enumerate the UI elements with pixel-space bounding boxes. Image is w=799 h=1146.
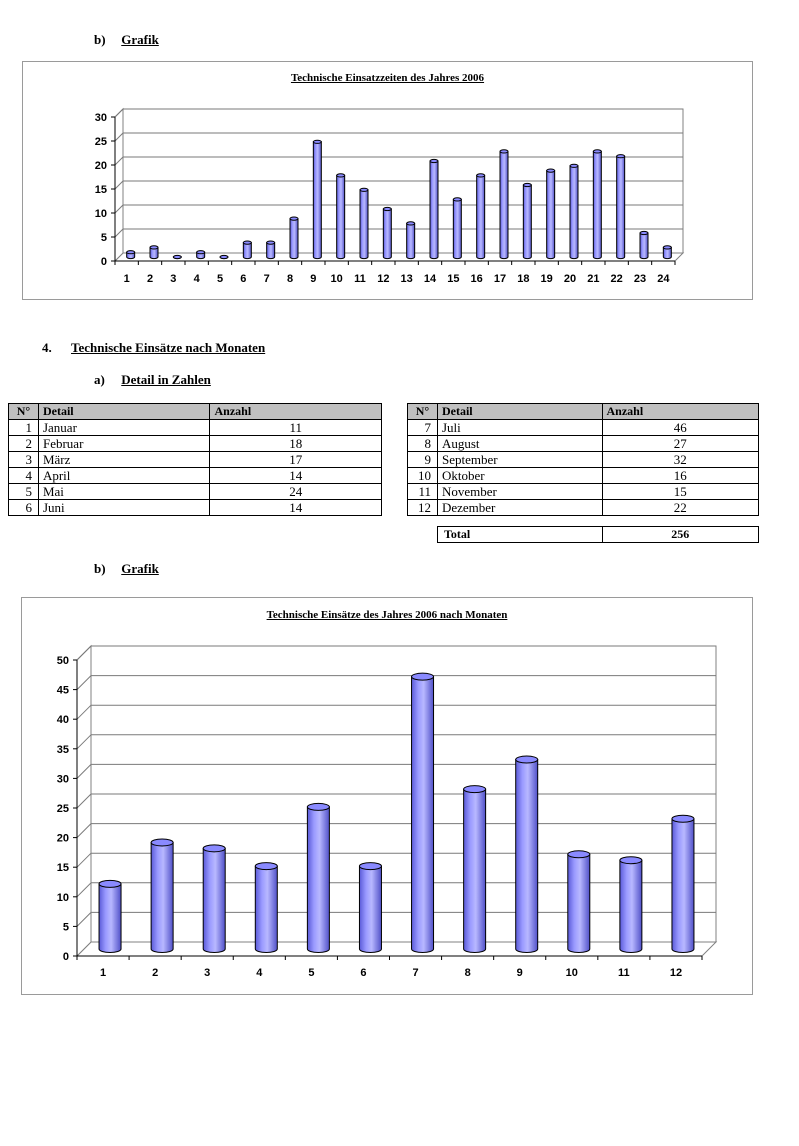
row-number: 2 <box>9 436 39 452</box>
bar-top <box>430 159 438 162</box>
table-row <box>9 468 382 484</box>
row-detail: Juli <box>437 420 602 436</box>
x-tick-label: 24 <box>657 273 670 285</box>
bar <box>203 845 225 953</box>
bar-top <box>255 863 277 870</box>
chart-1-title: Technische Einsatzzeiten des Jahres 2006 <box>290 72 485 84</box>
x-tick-label: 2 <box>146 273 154 285</box>
bar-body <box>516 760 538 953</box>
row-count: 32 <box>602 452 759 468</box>
table-row <box>9 452 382 468</box>
section-4-heading <box>42 340 265 356</box>
row-number: 7 <box>408 420 438 436</box>
x-tick-label: 1 <box>99 967 107 979</box>
bar-body <box>593 151 601 258</box>
bar-top <box>568 851 590 858</box>
bar <box>453 198 461 259</box>
table-row <box>408 436 759 452</box>
bar <box>307 803 329 952</box>
x-tick-label: 4 <box>256 967 263 979</box>
row-count: 15 <box>602 484 759 500</box>
y-tick-label: 30 <box>94 112 107 124</box>
x-tick-label: 5 <box>308 967 315 979</box>
row-number: 6 <box>9 500 39 516</box>
row-detail: Februar <box>38 436 210 452</box>
bar <box>290 217 298 259</box>
x-tick-label: 15 <box>447 273 460 285</box>
x-tick-label: 8 <box>464 967 471 979</box>
header-number: N° <box>408 404 438 420</box>
bar <box>464 786 486 953</box>
bar-top <box>464 786 486 793</box>
section-title: Technische Einsätze nach Monaten <box>71 340 266 355</box>
row-number: 5 <box>9 484 39 500</box>
bar-top <box>203 845 225 852</box>
section-a-heading <box>94 372 211 388</box>
section-number: 4. <box>42 340 52 355</box>
bar <box>570 164 578 258</box>
row-detail: September <box>437 452 602 468</box>
total-table <box>437 526 759 543</box>
x-tick-label: 8 <box>286 273 294 285</box>
y-tick-label: 25 <box>56 803 69 815</box>
section-b-grafik-heading-1 <box>94 32 159 48</box>
bar <box>516 756 538 952</box>
y-tick-label: 40 <box>56 714 69 727</box>
bar-body <box>99 884 121 953</box>
x-tick-label: 11 <box>354 273 366 285</box>
x-tick-label: 20 <box>563 273 577 285</box>
bar <box>500 150 508 259</box>
row-detail: Juni <box>38 500 210 516</box>
bar-top <box>151 839 173 846</box>
row-count: 17 <box>210 452 382 468</box>
x-tick-label: 5 <box>216 273 224 285</box>
bar <box>313 140 321 258</box>
bar-top <box>523 183 531 186</box>
chart-2-title: Technische Einsätze des Jahres 2006 nach Monaten <box>266 609 508 621</box>
row-detail: April <box>38 468 210 484</box>
total-row <box>438 527 759 543</box>
x-tick-label: 18 <box>517 273 530 285</box>
row-count: 22 <box>602 500 759 516</box>
bar-top <box>197 251 205 254</box>
bar-top <box>620 857 642 864</box>
x-tick-label: 12 <box>377 273 390 285</box>
bar-body <box>290 219 298 259</box>
bar-top <box>640 231 648 234</box>
bar-top <box>150 246 158 249</box>
header-detail: Detail <box>437 404 602 420</box>
y-tick-label: 25 <box>94 136 107 148</box>
row-count: 14 <box>210 468 382 484</box>
bar <box>127 251 135 259</box>
bar-body <box>313 142 321 259</box>
bar-body <box>523 185 531 259</box>
bar-body <box>307 807 329 953</box>
bar-top <box>127 251 135 254</box>
bar-body <box>500 151 508 258</box>
bar <box>267 241 275 259</box>
bar <box>593 150 601 259</box>
row-number: 9 <box>408 452 438 468</box>
header-number: N° <box>9 404 39 420</box>
bar-top <box>360 188 368 191</box>
row-detail: Dezember <box>437 500 602 516</box>
table-row <box>408 484 759 500</box>
bar <box>568 851 590 953</box>
bar-body <box>360 190 368 259</box>
bar-body <box>243 243 251 259</box>
bar-body <box>570 166 578 259</box>
bar <box>430 159 438 258</box>
x-tick-label: 6 <box>360 967 367 979</box>
bar-top <box>570 164 578 167</box>
x-tick-label: 17 <box>493 273 507 285</box>
bar <box>359 863 381 953</box>
bar-body <box>267 243 275 259</box>
x-tick-label: 23 <box>633 273 647 285</box>
bar-top <box>337 174 345 177</box>
x-tick-label: 7 <box>263 273 270 285</box>
months-table-left <box>8 403 382 516</box>
row-number: 1 <box>9 420 39 436</box>
bar-body <box>477 175 485 258</box>
months-table-right <box>407 403 759 516</box>
bar-body <box>383 209 391 259</box>
bar-top <box>359 863 381 870</box>
bar-top <box>593 150 601 153</box>
header-detail: Detail <box>38 404 210 420</box>
x-tick-label: 7 <box>412 967 419 979</box>
bar-body <box>568 854 590 952</box>
bar-top <box>267 241 275 244</box>
x-tick-label: 21 <box>587 273 600 285</box>
table-row <box>408 452 759 468</box>
bar <box>337 174 345 259</box>
row-count: 27 <box>602 436 759 452</box>
y-tick-label: 5 <box>100 232 107 244</box>
bar-body <box>453 199 461 258</box>
row-detail: März <box>38 452 210 468</box>
row-count: 11 <box>210 420 382 436</box>
y-tick-label: 20 <box>56 832 69 845</box>
row-detail: Oktober <box>437 468 602 484</box>
x-tick-label: 3 <box>170 273 177 285</box>
bar <box>99 880 121 952</box>
table-row <box>408 468 759 484</box>
bar <box>547 169 555 259</box>
bar <box>255 863 277 953</box>
table-row <box>408 500 759 516</box>
y-tick-label: 10 <box>94 208 107 220</box>
x-tick-label: 14 <box>423 273 437 285</box>
bar <box>620 857 642 953</box>
bar <box>407 222 415 259</box>
bar-top <box>547 169 555 172</box>
bar-body <box>151 842 173 952</box>
bar-top <box>290 217 298 220</box>
bar-top <box>453 198 461 201</box>
row-number: 4 <box>9 468 39 484</box>
section-b-grafik-heading-2 <box>94 561 159 577</box>
y-tick-label: 0 <box>62 951 69 963</box>
total-label: Total <box>438 527 603 543</box>
table-row <box>9 500 382 516</box>
bar <box>173 255 181 258</box>
x-tick-label: 9 <box>310 273 317 285</box>
y-tick-label: 30 <box>56 773 69 786</box>
bar-body <box>617 156 625 258</box>
chart-1-frame <box>22 61 753 300</box>
bar-top <box>173 255 181 258</box>
header-count: Anzahl <box>210 404 382 420</box>
x-tick-label: 13 <box>400 273 413 285</box>
total-value: 256 <box>602 527 759 543</box>
section-title: Grafik <box>121 561 159 576</box>
bar <box>150 246 158 259</box>
row-number: 10 <box>408 468 438 484</box>
bar-top <box>500 150 508 153</box>
row-detail: Mai <box>38 484 210 500</box>
x-tick-label: 11 <box>618 967 630 979</box>
row-count: 18 <box>210 436 382 452</box>
bar-body <box>412 677 434 953</box>
row-count: 24 <box>210 484 382 500</box>
row-number: 3 <box>9 452 39 468</box>
table-row <box>9 484 382 500</box>
x-tick-label: 22 <box>610 273 623 285</box>
y-tick-label: 35 <box>56 743 69 756</box>
chart-2-frame <box>21 597 753 995</box>
bar <box>151 839 173 953</box>
x-tick-label: 3 <box>204 967 211 979</box>
bar-body <box>407 223 415 258</box>
y-tick-label: 15 <box>56 862 69 875</box>
bar-top <box>516 756 538 763</box>
bar-body <box>359 866 381 952</box>
bar-body <box>203 848 225 952</box>
bar <box>672 815 694 952</box>
row-detail: November <box>437 484 602 500</box>
x-tick-label: 16 <box>470 273 483 285</box>
bar-top <box>307 803 329 810</box>
bar-top <box>672 815 694 822</box>
bar-top <box>412 673 434 680</box>
y-tick-label: 15 <box>94 184 107 196</box>
x-tick-label: 1 <box>123 273 130 285</box>
bar <box>383 207 391 258</box>
bar <box>663 246 671 259</box>
x-tick-label: 4 <box>193 273 200 285</box>
header-count: Anzahl <box>602 404 759 420</box>
y-tick-label: 10 <box>56 891 69 904</box>
bar-body <box>620 860 642 952</box>
row-count: 46 <box>602 420 759 436</box>
bar <box>197 251 205 259</box>
table-header-row <box>408 404 759 420</box>
chart-1-plot <box>23 62 752 299</box>
bar <box>617 155 625 259</box>
x-tick-label: 6 <box>240 273 247 285</box>
table-row <box>9 420 382 436</box>
bar-top <box>220 255 228 258</box>
section-title: Detail in Zahlen <box>121 372 211 387</box>
bar-top <box>99 880 121 887</box>
table-row <box>408 420 759 436</box>
bar-body <box>547 171 555 259</box>
y-tick-label: 45 <box>56 684 69 697</box>
bar-top <box>663 246 671 249</box>
section-number: b) <box>94 561 106 576</box>
section-title: Grafik <box>121 32 159 47</box>
bar-body <box>464 789 486 952</box>
chart-2-plot <box>22 598 752 994</box>
bar <box>243 241 251 259</box>
bar-top <box>477 174 485 177</box>
bar-top <box>243 241 251 244</box>
bar-top <box>383 207 391 210</box>
bar-top <box>313 140 321 143</box>
x-tick-label: 2 <box>152 967 159 979</box>
bar-body <box>430 161 438 259</box>
row-detail: August <box>437 436 602 452</box>
x-tick-label: 10 <box>330 273 343 285</box>
bar-body <box>640 233 648 259</box>
bar <box>360 188 368 258</box>
y-tick-label: 50 <box>56 655 69 667</box>
x-tick-label: 10 <box>565 967 578 979</box>
y-tick-label: 5 <box>62 921 69 934</box>
x-tick-label: 19 <box>540 273 553 285</box>
bar <box>220 255 228 258</box>
bar <box>412 673 434 952</box>
y-tick-label: 20 <box>94 160 107 172</box>
table-header-row <box>9 404 382 420</box>
section-number: a) <box>94 372 105 387</box>
table-row <box>9 436 382 452</box>
bar-body <box>255 866 277 952</box>
row-number: 11 <box>408 484 438 500</box>
bar-body <box>337 175 345 258</box>
row-detail: Januar <box>38 420 210 436</box>
row-count: 14 <box>210 500 382 516</box>
row-count: 16 <box>602 468 759 484</box>
x-tick-label: 12 <box>669 967 683 979</box>
section-number: b) <box>94 32 106 47</box>
bar-body <box>672 819 694 953</box>
row-number: 12 <box>408 500 438 516</box>
y-tick-label: 0 <box>100 256 107 268</box>
bar <box>477 174 485 259</box>
x-tick-label: 9 <box>516 967 523 979</box>
bar-top <box>617 155 625 158</box>
bar <box>640 231 648 258</box>
bar-top <box>407 222 415 225</box>
bar <box>523 183 531 258</box>
row-number: 8 <box>408 436 438 452</box>
